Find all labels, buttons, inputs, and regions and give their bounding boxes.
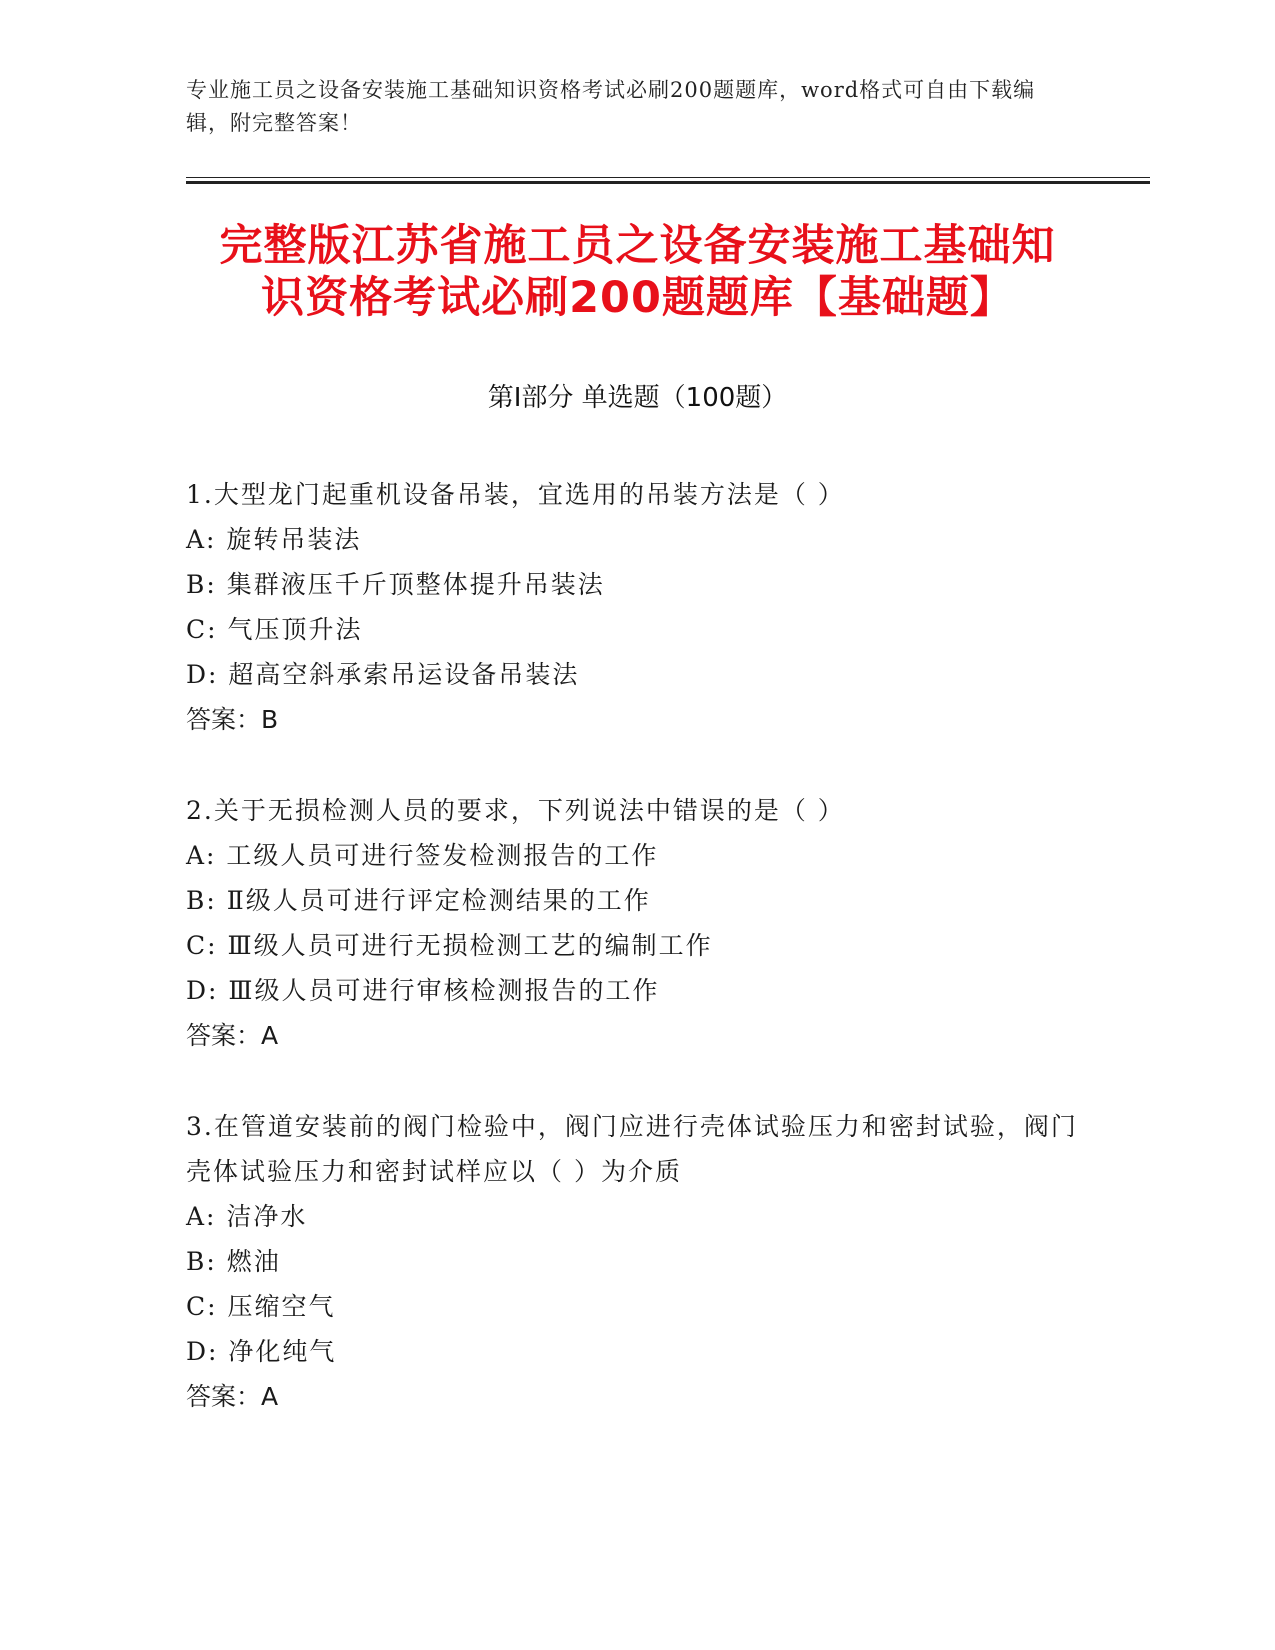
answer: 答案：A xyxy=(186,1021,279,1050)
question-stem: 2.关于无损检测人员的要求，下列说法中错误的是（ ） xyxy=(186,796,845,825)
question-stem: 1.大型龙门起重机设备吊装，宜选用的吊装方法是（ ） xyxy=(186,480,845,509)
question-1 xyxy=(186,472,1086,742)
option-c: C: Ⅲ级人员可进行无损检测工艺的编制工作 xyxy=(186,931,713,960)
header-divider-thin xyxy=(186,177,1150,178)
option-c: C: 气压顶升法 xyxy=(186,615,363,644)
option-b: B: 集群液压千斤顶整体提升吊装法 xyxy=(186,570,605,599)
option-d: D: 超高空斜承索吊运设备吊装法 xyxy=(186,660,580,689)
section-title: 第Ⅰ部分 单选题（100题） xyxy=(487,383,788,413)
header-divider-thick xyxy=(186,181,1150,184)
question-2 xyxy=(186,788,1086,1058)
option-b: B: Ⅱ级人员可进行评定检测结果的工作 xyxy=(186,886,651,915)
header-note: 专业施工员之设备安装施工基础知识资格考试必刷200题题库，word格式可自由下载编辑，附完整答案！ xyxy=(186,78,1036,135)
answer: 答案：A xyxy=(186,1382,279,1411)
question-list xyxy=(186,472,1086,1465)
option-a: A: 旋转吊装法 xyxy=(186,525,362,554)
question-3 xyxy=(186,1104,1086,1419)
document-title xyxy=(150,220,1125,324)
document-title-line-1: 完整版江苏省施工员之设备安装施工基础知 xyxy=(219,221,1056,271)
option-d: D: 净化纯气 xyxy=(186,1337,337,1366)
question-stem: 3.在管道安装前的阀门检验中，阀门应进行壳体试验压力和密封试验，阀门壳体试验压力和密封试样应以（ ）为介质 xyxy=(186,1112,1078,1186)
option-a: A: 洁净水 xyxy=(186,1202,308,1231)
document-title-line-2: 识资格考试必刷200题题库【基础题】 xyxy=(261,273,1014,323)
option-a: A: 工级人员可进行签发检测报告的工作 xyxy=(186,841,659,870)
option-d: D: Ⅲ级人员可进行审核检测报告的工作 xyxy=(186,976,660,1005)
answer: 答案：B xyxy=(186,705,279,734)
option-c: C: 压缩空气 xyxy=(186,1292,336,1321)
option-b: B: 燃油 xyxy=(186,1247,281,1276)
